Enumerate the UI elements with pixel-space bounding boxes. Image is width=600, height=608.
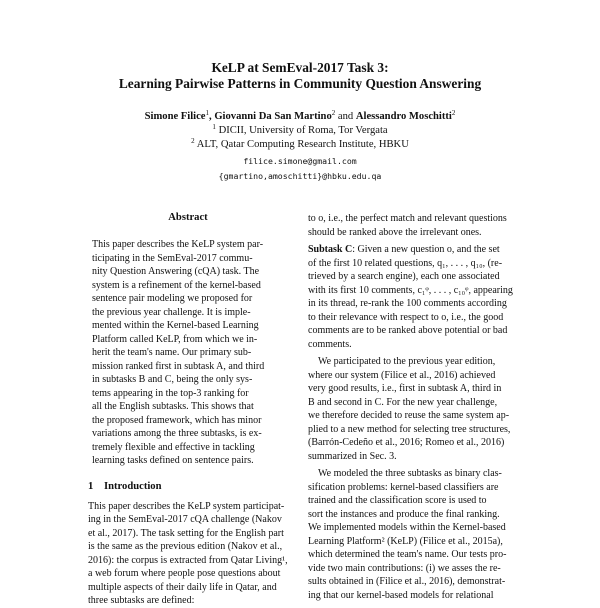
right-line: very good results, i.e., first in subtask A, third in [308, 383, 502, 394]
right-line: which determined the team's name. Our tests pro- [308, 549, 507, 560]
abstract-line: in subtasks B and C, being the only sys- [92, 374, 253, 385]
intro-line: 2016): the corpus is extracted from Qatar Living¹, [88, 554, 288, 566]
right-line: B and second in C. For the new year challenge, [308, 396, 498, 408]
author-sup: 2 [331, 109, 336, 117]
right-column [308, 212, 514, 602]
abstract-line: all the English subtasks. This shows that [92, 401, 254, 412]
abstract-line: Platform called KeLP, from which we in- [92, 333, 258, 345]
abstract-line: variations among the three subtasks, is ex- [92, 428, 262, 439]
right-line: trained and the classification score is used to [308, 495, 487, 506]
paper-title-line-1: KeLP at SemEval-2017 Task 3: [211, 60, 389, 75]
author-list [0, 110, 600, 124]
right-line: where our system (Filice et al., 2016) achieved [308, 369, 496, 381]
paper-title-line-2: Learning Pairwise Patterns in Community Question Answering [118, 76, 482, 91]
author-name: Simone Filice [144, 111, 206, 122]
affiliation-text: ALT, Qatar Computing Research Institute, HBKU [196, 139, 409, 150]
intro-line: a web forum where people pose questions about [88, 568, 281, 579]
abstract-line: the previous year challenge. It is imple- [92, 306, 251, 318]
abstract-line: learning tasks defined on sentence pairs. [92, 455, 254, 466]
right-line: to their relevance with respect to o, i.e., the good [308, 311, 504, 323]
right-line: sification problems: kernel-based classifiers are [308, 481, 499, 493]
abstract-line: mission ranked first in subtask A, and third [92, 360, 265, 372]
right-line: plied to a new method for selecting tree structures, [308, 423, 511, 435]
abstract-line: system is a refinement of the kernel-based [92, 279, 261, 291]
right-line: comments. [308, 338, 352, 350]
right-line: summarized in Sec. 3. [308, 450, 397, 462]
right-line: we therefore decided to reuse the same system ap- [308, 410, 510, 421]
right-line: sort the instances and produce the final ranking. [308, 508, 500, 520]
section-number: 1 [88, 480, 94, 492]
intro-line: multiple aspects of their daily life in Qatar, and [88, 581, 277, 593]
right-line: Learning Platform² (KeLP) (Filice et al., 2015a), [308, 535, 503, 547]
author-name: Giovanni Da San Martino [214, 111, 332, 122]
right-line: (Barrón-Cedeño et al., 2016; Romeo et al., 2016) [308, 437, 505, 448]
author-sup: 1 [205, 109, 210, 117]
abstract-line: This paper describes the KeLP system par- [92, 239, 264, 250]
intro-line: three subtasks are defined: [88, 595, 195, 606]
right-line: comments are to be ranked above potential or bad [308, 325, 508, 336]
abstract-body [88, 238, 288, 468]
right-line: sults obtained in (Filice et al., 2016), demonstrat- [308, 576, 506, 587]
right-intro [308, 212, 514, 239]
abstract-line: the proposed framework, which has minor [92, 414, 262, 426]
affiliation-1 [0, 124, 600, 138]
section-title: Introduction [104, 480, 162, 492]
right-line: We implemented models within the Kernel-based [308, 522, 506, 533]
participation-paragraph [308, 355, 514, 463]
author-sup: 2 [451, 109, 456, 117]
right-line: vide two main contributions: (i) we asses the re- [308, 562, 501, 574]
intro-line: ing in the SemEval-2017 cQA challenge (Nakov [88, 514, 282, 525]
abstract-line: tremely flexible and effective in tackling [92, 441, 255, 453]
right-line: should be ranked above the irrelevant ones. [308, 226, 482, 238]
subtask-c-first-line: : Given a new question o, and the set [352, 244, 500, 255]
modeling-paragraph [308, 467, 514, 602]
intro-line: is the same as the previous edition (Nakov et al., [88, 541, 283, 552]
abstract-line: tems appearing in the top-3 ranking for [92, 387, 249, 399]
subtask-c-paragraph [308, 243, 514, 351]
abstract-line: ticipating in the SemEval-2017 commu- [92, 252, 253, 264]
affiliation-sup: 2 [191, 137, 195, 145]
author-separator: and [335, 111, 356, 122]
email-1: filice.simone@gmail.com [243, 156, 357, 166]
right-line: of the first 10 related questions, q₁, . . . , q₁₀, (re- [308, 257, 503, 269]
right-line: trieved by a search engine), each one associated [308, 271, 500, 282]
introduction-body [88, 500, 288, 608]
affiliation-2 [0, 138, 600, 152]
author-name: Alessandro Moschitti [355, 111, 452, 122]
left-column [88, 211, 288, 608]
right-line: with its first 10 comments, c₁ᵠ, . . . , c₁₀ᵠ, appearing [308, 284, 513, 296]
right-line [308, 243, 514, 257]
abstract-line: mented within the Kernel-based Learning [92, 320, 259, 331]
subtask-c-label: Subtask C [308, 244, 353, 255]
affiliation-sup: 1 [212, 123, 216, 131]
intro-line: This paper describes the KeLP system participat- [88, 500, 285, 512]
right-line: to o, i.e., the perfect match and relevant questions [308, 213, 507, 224]
right-line: We participated to the previous year edition, [318, 356, 496, 367]
abstract-heading: Abstract [168, 212, 208, 223]
intro-line: et al., 2017). The task setting for the English part [88, 527, 284, 539]
introduction-heading [88, 480, 288, 494]
abstract-line: sentence pair modeling we proposed for [92, 293, 253, 304]
abstract-line: nity Question Answering (cQA) task. The [92, 266, 260, 277]
author-separator: , [209, 111, 215, 122]
right-line: in its thread, re-rank the 100 comments according [308, 298, 507, 309]
right-line: We modeled the three subtasks as binary clas- [318, 468, 502, 479]
right-line: ing that our kernel-based models for relational [308, 589, 494, 601]
affiliation-text: DICII, University of Roma, Tor Vergata [218, 125, 388, 136]
email-2: {gmartino,amoschitti}@hbku.edu.qa [218, 171, 382, 181]
abstract-line: herit the team's name. Our primary sub- [92, 347, 252, 358]
